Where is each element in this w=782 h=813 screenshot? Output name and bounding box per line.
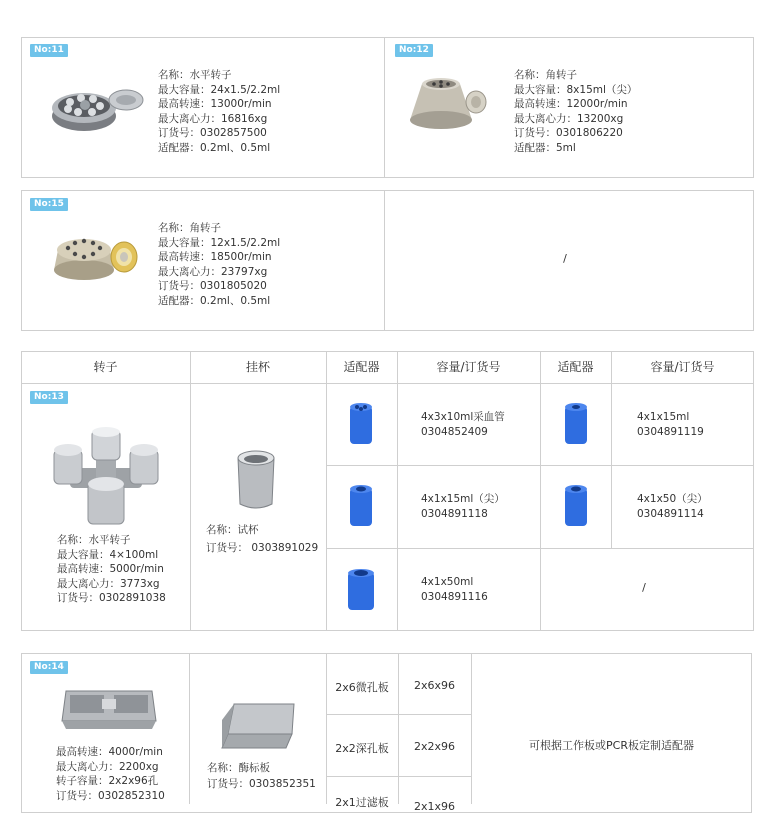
header-adapter-1: 适配器	[343, 360, 380, 374]
rotor-no11-specs	[158, 68, 280, 155]
header-rotor: 转子	[93, 360, 118, 374]
badge-no15: No:15	[30, 198, 68, 211]
spec-line: 最大离心力：2200xg	[56, 760, 159, 773]
empty-slot-mark: /	[642, 581, 646, 594]
spec-line: 最大离心力：23797xg	[158, 265, 268, 278]
spec-line: 最高转速：13000r/min	[158, 98, 272, 110]
badge-no14: No:14	[30, 661, 68, 674]
spec-line: 名称：角转子	[158, 222, 221, 234]
header-capacity-1: 容量/订货号	[436, 360, 501, 374]
plate-capacity: 2x6x96	[413, 679, 455, 692]
adapter-order-no: 0304891116	[421, 591, 488, 603]
badge-no12: No:12	[395, 44, 433, 57]
custom-adapter-note: 可根据工作板或PCR板定制适配器	[529, 739, 694, 752]
blue-adapter-icon	[349, 484, 373, 528]
badge-no13: No:13	[30, 391, 68, 404]
header-adapter-2: 适配器	[557, 360, 594, 374]
spec-line: 最大离心力：16816xg	[158, 112, 268, 125]
plate-specs	[207, 761, 316, 792]
angle-rotor-image	[404, 76, 490, 136]
spec-line: 订货号：0302852310	[56, 789, 165, 802]
plate-type: 2x6微孔板	[335, 681, 389, 694]
plate-carrier-image	[220, 698, 300, 754]
spec-line: 订货号：0301806220	[514, 127, 623, 139]
rotor-no14-specs	[56, 745, 165, 803]
badge-no11: No:11	[30, 44, 68, 57]
rotor-no12-specs	[514, 68, 637, 155]
blue-adapter-icon	[564, 402, 588, 446]
spec-line: 订货号：0303852351	[207, 778, 316, 790]
angle-rotor-gold-image	[48, 230, 142, 284]
spec-line: 订货号：0301805020	[158, 280, 267, 292]
plate-type: 2x1过滤板	[335, 796, 389, 809]
spec-line: 名称：角转子	[514, 69, 577, 81]
adapter-size: 4x1x50ml	[421, 576, 474, 588]
spec-line: 最大容量：8x15ml（尖）	[514, 83, 638, 96]
spec-line: 名称：水平转子	[158, 69, 232, 81]
spec-line: 转子容量：2x2x96孔	[56, 775, 159, 787]
cup-specs	[206, 523, 318, 556]
adapter-size: 4x3x10ml采血管	[421, 411, 505, 423]
adapter-size: 4x1x15ml（尖）	[421, 493, 505, 505]
adapter-order-no: 0304891114	[637, 508, 704, 520]
plate-type: 2x2深孔板	[335, 742, 389, 755]
plate-capacity: 2x1x96	[413, 800, 455, 813]
adapter-capacity	[421, 410, 505, 440]
spec-line: 名称：水平转子	[57, 534, 131, 546]
rotor-no13-specs	[57, 533, 166, 606]
blue-adapter-icon	[347, 568, 375, 612]
spec-line: 最大离心力：3773xg	[57, 577, 160, 590]
adapter-capacity	[637, 410, 704, 440]
plate-rotor-image	[60, 683, 158, 733]
plate-capacity: 2x2x96	[413, 740, 455, 753]
blue-adapter-icon	[349, 402, 373, 446]
adapter-size: 4x1x15ml	[637, 411, 690, 423]
spec-line: 订货号：0302857500	[158, 127, 267, 139]
spec-line: 名称：试杯	[206, 524, 259, 536]
empty-slot-mark: /	[563, 252, 567, 265]
spec-line: 最大容量：24x1.5/2.2ml	[158, 83, 281, 96]
spec-line: 最大容量：12x1.5/2.2ml	[158, 236, 281, 249]
swing-bucket-rotor-image	[50, 428, 162, 528]
spec-line: 名称：酶标板	[207, 762, 270, 774]
spec-line: 最高转速：4000r/min	[56, 746, 163, 758]
adapter-capacity	[421, 492, 505, 522]
spec-line: 适配器：0.2ml、0.5ml	[158, 294, 271, 307]
adapter-size: 4x1x50（尖）	[637, 493, 708, 505]
spec-line: 适配器：0.2ml、0.5ml	[158, 141, 271, 154]
adapter-capacity	[637, 492, 708, 522]
header-capacity-2: 容量/订货号	[650, 360, 715, 374]
horizontal-rotor-image	[48, 80, 146, 136]
spec-line: 订货号： 0303891029	[206, 542, 319, 554]
spec-line: 订货号：0302891038	[57, 592, 166, 604]
test-cup-image	[234, 448, 278, 514]
spec-line: 最高转速：18500r/min	[158, 251, 272, 263]
adapter-order-no: 0304852409	[421, 426, 488, 438]
adapter-order-no: 0304891118	[421, 508, 488, 520]
spec-line: 最高转速：12000r/min	[514, 98, 628, 110]
spec-line: 适配器：5ml	[514, 141, 576, 154]
spec-line: 最大离心力：13200xg	[514, 112, 624, 125]
adapter-order-no: 0304891119	[637, 426, 704, 438]
spec-line: 最高转速：5000r/min	[57, 563, 164, 575]
adapter-capacity	[421, 575, 488, 605]
spec-line: 最大容量：4×100ml	[57, 548, 159, 561]
blue-adapter-icon	[564, 484, 588, 528]
rotor-no15-specs	[158, 221, 280, 308]
header-cup: 挂杯	[245, 360, 270, 374]
